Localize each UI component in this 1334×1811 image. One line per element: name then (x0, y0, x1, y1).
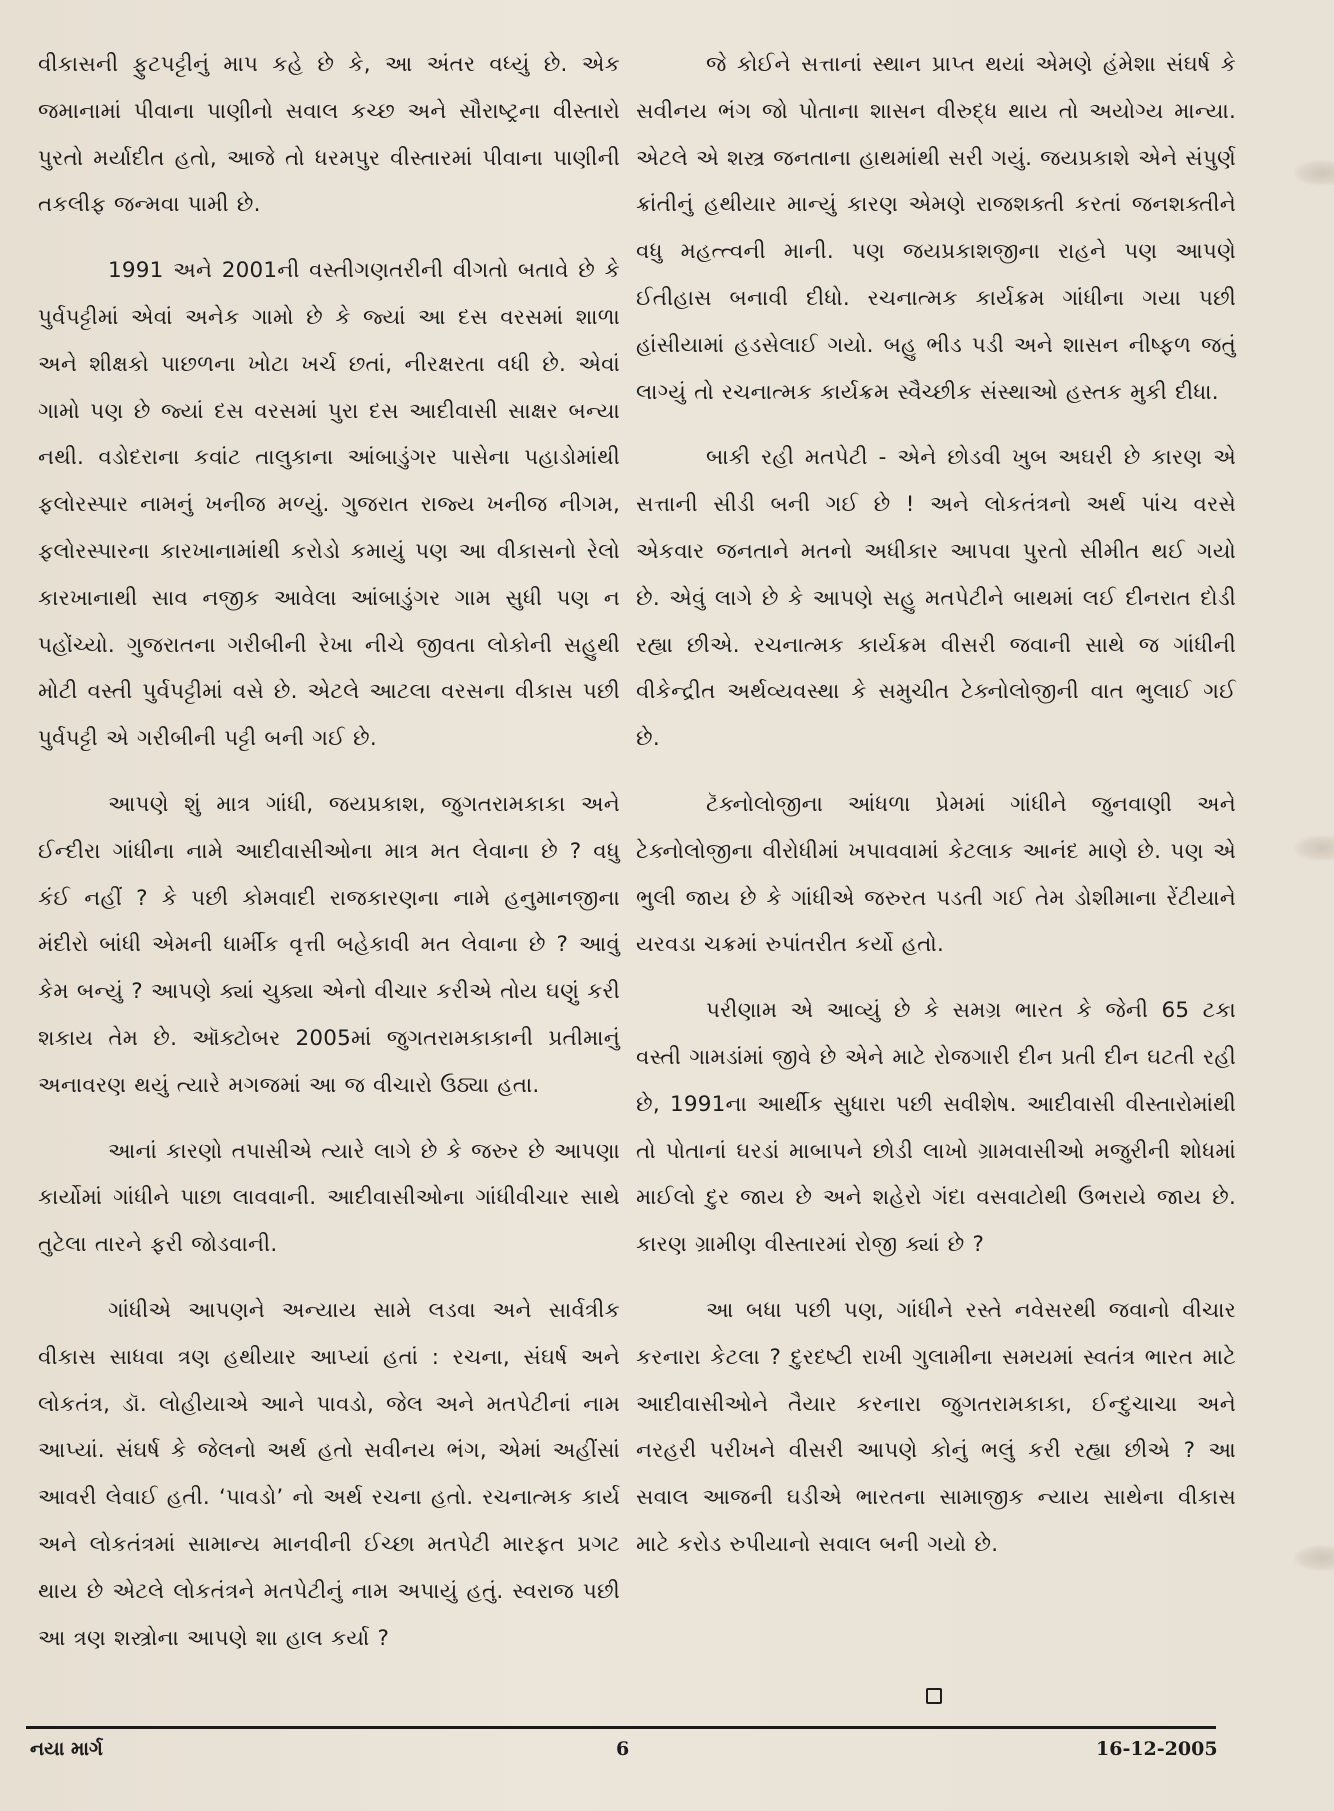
left-column (38, 42, 620, 1681)
left-paragraph-2: 1991 અને 2001ની વસ્તીગણતરીની વીગતો બતાવે છે કે પુર્વપટ્ટીમાં એવાં અનેક ગામો છે કે જ્યાં આ દસ વરસમાં શાળા અને શીક્ષકો પાછળના ખોટા ખર્ચ છતાં, નીરક્ષરતા વધી છે. એવાં ગામો પણ છે જ્યાં દસ વરસમાં પુરા દસ આદીવાસી સાક્ષર બન્યા નથી. વડોદરાના કવાંટ તાલુકાના આંબાડુંગર પાસેના પહાડોમાંથી ફલોરસ્પાર નામનું ખનીજ મળ્યું. ગુજરાત રાજ્ય ખનીજ નીગમ, ફલોરસ્પારના કારખાનામાંથી કરોડો કમાયું પણ આ વીકાસનો રેલો કારખાનાથી સાવ નજીક આવેલા આંબાડુંગર ગામ સુધી પણ ન પહોંચ્યો. ગુજરાતના ગરીબીની રેખા નીચે જીવતા લોકોની સહુથી મોટી વસ્તી પુર્વપટ્ટીમાં વસે છે. એટલે આટલા વરસના વીકાસ પછી પુર્વપટ્ટી એ ગરીબીની પટ્ટી બની ગઈ છે. (38, 258, 620, 752)
right-paragraph-2: બાકી રહી મતપેટી - એને છોડવી ખુબ અઘરી છે કારણ એ સત્તાની સીડી બની ગઈ છે ! અને લોકતંત્રનો અર્થ પાંચ વરસે એકવાર જનતાને મતનો અધીકાર આપવા પુરતો સીમીત થઈ ગયો છે. એવું લાગે છે કે આપણે સહુ મતપેટીને બાથમાં લઈ દીનરાત દોડી રહ્યા છીએ. રચનાત્મક કાર્યક્રમ વીસરી જવાની સાથે જ ગાંધીની વીકેન્દ્રીત અર્થવ્યવસ્થા કે સમુચીત ટેક્નોલોજીની વાત ભુલાઈ ગઈ છે. (636, 445, 1236, 752)
page-number: 6 (616, 1738, 630, 1760)
binding-hole-icon (1294, 835, 1334, 861)
footer-rule (26, 1726, 1216, 1729)
publication-name: નયા માર્ગ (30, 1738, 103, 1760)
binding-hole-icon (1294, 160, 1334, 186)
right-paragraph-4: પરીણામ એ આવ્યું છે કે સમગ્ર ભારત કે જેની 65 ટકા વસ્તી ગામડાંમાં જીવે છે એને માટે રોજગારી દીન પ્રતી દીન ઘટતી રહી છે, 1991ના આર્થીક સુધારા પછી સવીશેષ. આદીવાસી વીસ્તારોમાંથી તો પોતાનાં ઘરડાં માબાપને છોડી લાખો ગ્રામવાસીઓ મજુરીની શોધમાં માઈલો દુર જાય છે અને શહેરો ગંદા વસવાટોથી ઉભરાયે જાય છે. કારણ ગ્રામીણ વીસ્તારમાં રોજી ક્યાં છે ? (636, 998, 1236, 1258)
left-paragraph-5: ગાંધીએ આપણને અન્યાય સામે લડવા અને સાર્વત્રીક વીકાસ સાધવા ત્રણ હથીયાર આપ્યાં હતાં : રચના, સંઘર્ષ અને લોકતંત્ર, ડૉ. લોહીયાએ આને પાવડો, જેલ અને મતપેટીનાં નામ આપ્યાં. સંઘર્ષ કે જેલનો અર્થ હતો સવીનય ભંગ, એમાં અહીંસાં આવરી લેવાઈ હતી. ‘પાવડો’ નો અર્થ રચના હતો. રચનાત્મક કાર્ય અને લોકતંત્રમાં સામાન્ય માનવીની ઈચ્છા મતપેટી મારફત પ્રગટ થાય છે એટલે લોકતંત્રને મતપેટીનું નામ અપાયું હતું. સ્વરાજ પછી આ ત્રણ શસ્ત્રોના આપણે શા હાલ કર્યા ? (38, 1297, 620, 1651)
left-paragraph-1: વીકાસની ફુટપટ્ટીનું માપ કહે છે કે, આ અંતર વધ્યું છે. એક જમાનામાં પીવાના પાણીનો સવાલ કચ્છ અને સૌરાષ્ટ્રના વીસ્તારો પુરતો મર્યાદીત હતો, આજે તો ધરમપુર વીસ્તારમાં પીવાના પાણીની તકલીફ જન્મવા પામી છે. (38, 52, 620, 218)
right-paragraph-1: જે કોઈને સત્તાનાં સ્થાન પ્રાપ્ત થયાં એમણે હંમેશા સંઘર્ષ કે સવીનય ભંગ જો પોતાના શાસન વીરુદ્ધ થાય તો અયોગ્ય માન્યા. એટલે એ શસ્ત્ર જનતાના હાથમાંથી સરી ગયું. જયપ્રકાશે એને સંપુર્ણ ક્રાંતીનું હથીયાર માન્યું કારણ એમણે રાજશક્તી કરતાં જનશક્તીને વધુ મહત્ત્વની માની. પણ જયપ્રકાશજીના રાહને પણ આપણે ઈતીહાસ બનાવી દીધો. રચનાત્મક કાર્યક્રમ ગાંધીના ગયા પછી હાંસીયામાં હડસેલાઈ ગયો. બહુ ભીડ પડી અને શાસન નીષ્ફળ જતું લાગ્યું તો રચનાત્મક કાર્યક્રમ સ્વૈચ્છીક સંસ્થાઓ હસ્તક મુકી દીધા. (636, 52, 1236, 405)
left-paragraph-4: આનાં કારણો તપાસીએ ત્યારે લાગે છે કે જરુર છે આપણા કાર્યોમાં ગાંધીને પાછા લાવવાની. આદીવાસીઓના ગાંધીવીચાર સાથે તુટેલા તારને ફરી જોડવાની. (38, 1138, 620, 1258)
right-column (636, 42, 1236, 1588)
article-end-mark-icon (926, 1688, 942, 1704)
left-paragraph-3: આપણે શું માત્ર ગાંધી, જયપ્રકાશ, જુગતરામકાકા અને ઈન્દીરા ગાંધીના નામે આદીવાસીઓના માત્ર મત લેવાના છે ? વધુ કંઈ નહીં ? કે પછી કોમવાદી રાજકારણના નામે હનુમાનજીના મંદીરો બાંધી એમની ધાર્મીક વૃત્તી બહેકાવી મત લેવાના છે ? આવું કેમ બન્યું ? આપણે ક્યાં ચુક્યા એનો વીચાર કરીએ તોય ઘણું કરી શકાય તેમ છે. ઑક્ટોબર 2005માં જુગતરામકાકાની પ્રતીમાનું અનાવરણ થયું ત્યારે મગજમાં આ જ વીચારો ઉઠ્યા હતા. (38, 791, 620, 1098)
binding-hole-icon (1294, 1545, 1334, 1571)
right-paragraph-3: ટૅક્નોલોજીના આંધળા પ્રેમમાં ગાંધીને જુનવાણી અને ટેક્નોલોજીના વીરોધીમાં ખપાવવામાં કેટલાક આનંદ માણે છે. પણ એ ભુલી જાય છે કે ગાંધીએ જરુરત પડતી ગઈ તેમ ડોશીમાના રેંટીયાને યરવડા ચક્રમાં રુપાંતરીત કર્યો હતો. (636, 791, 1236, 958)
issue-date: 16-12-2005 (1096, 1738, 1218, 1760)
right-paragraph-5: આ બધા પછી પણ, ગાંધીને રસ્તે નવેસરથી જવાનો વીચાર કરનારા કેટલા ? દુરદષ્ટી રાખી ગુલામીના સમયમાં સ્વતંત્ર ભારત માટે આદીવાસીઓને તૈયાર કરનારા જુગતરામકાકા, ઈન્દુચાચા અને નરહરી પરીખને વીસરી આપણે કોનું ભલું કરી રહ્યા છીએ ? આ સવાલ આજની ઘડીએ ભારતના સામાજીક ન્યાય સાથેના વીકાસ માટે કરોડ રુપીયાનો સવાલ બની ગયો છે. (636, 1297, 1236, 1557)
